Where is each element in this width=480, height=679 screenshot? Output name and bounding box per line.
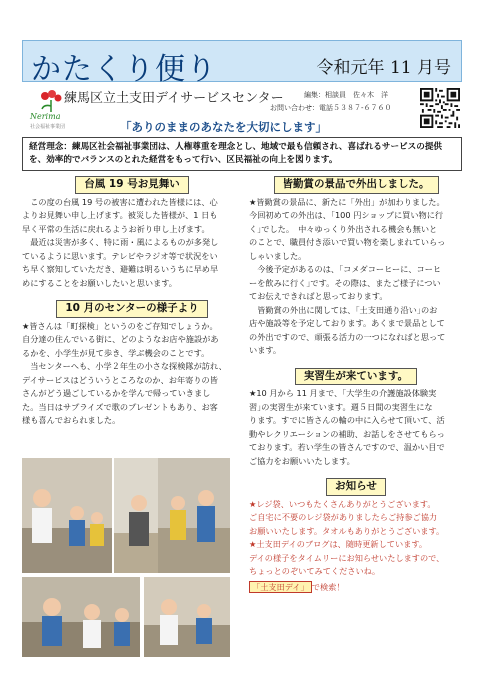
prize-line: 皆勤賞の外出に関しては、｢土支田通り沿い｣のお: [249, 304, 438, 315]
october-line: デイサービスはどういうところなのか、お年寄りの皆: [22, 374, 218, 385]
prize-line: く｣でした。 中々ゆっくり外出される機会も無いと: [249, 223, 438, 234]
typhoon-heading: 台風 19 号お見舞い: [75, 176, 188, 194]
notice-body: [249, 498, 463, 595]
trainee-heading: 実習生が来ています。: [295, 368, 417, 386]
october-heading: 10 月のセンターの様子より: [56, 300, 207, 318]
prize-line: 今後予定があるのは、｢コメダコーヒーに、コーヒ: [249, 264, 442, 274]
notice-heading: お知らせ: [326, 478, 386, 496]
prize-line: ★皆勤賞の景品に、新たに「外出」が加わりました。: [249, 196, 445, 207]
slogan: 「ありのままのあなたを大切にします」: [120, 120, 327, 134]
trainee-line: ております。若い学生の皆さんですので、温かい目で: [249, 442, 445, 452]
typhoon-body: [22, 196, 242, 291]
photo-visit-3: [158, 458, 230, 573]
typhoon-line: この度の台風 19 号の被害に遭われた皆様には、心: [22, 196, 218, 207]
typhoon-line: めにすることをお願いしたいと思います。: [22, 277, 177, 288]
typhoon-line: ち早く察知していただき、避難は明るいうちに早め早: [22, 264, 219, 274]
october-line: ★皆さんは「町探検」というのをご存知でしょうか。: [22, 320, 218, 331]
prize-body: [249, 196, 463, 358]
masthead: [22, 40, 462, 87]
october-line: 様も喜んでおられました。: [22, 415, 121, 425]
october-body: [22, 320, 242, 428]
prize-line: 今回初めての外出は、｢100 円ショップに買い物に行: [249, 210, 444, 220]
editor-line: 編集：相談員 佐々木 洋: [304, 91, 388, 99]
prize-line: 店や施設等を予定しております。あくまで景品として: [249, 318, 445, 328]
notice-line: ★レジ袋、いつもたくさんありがとうございます。: [249, 498, 436, 509]
prize-line: てお伝えできればと思っております。: [249, 291, 388, 301]
notice-line: ちょっとのぞいてみてくださいね。: [249, 566, 381, 576]
typhoon-line: 最近は災害が多く、特に雨・風によるものが多発し: [22, 237, 219, 247]
prize-line: しゃいました。: [249, 250, 307, 261]
center-name: 練馬区立土支田デイサービスセンター: [64, 91, 284, 106]
october-line: 自分達の住んでいる街に、どのようなお店や施設があ: [22, 334, 219, 344]
notice-line: ご自宅に不要のレジ袋がありましたらご持参ご協力: [249, 512, 438, 522]
photo-visit-5: [144, 577, 230, 657]
october-line: た。当日はサプライズで歌のプレゼントもあり、お客: [22, 401, 218, 412]
prize-line: ーを飲みに行く｣です。その際は、またご様子につい: [249, 277, 441, 288]
logo-sub: 社会福祉事業団: [30, 124, 66, 130]
trainee-line: ご協力をお願いいたします。: [249, 455, 355, 466]
blog-search-suffix: で検索！: [311, 581, 345, 592]
photo-visit-1: [22, 458, 112, 573]
photo-visit-4: [22, 577, 140, 657]
typhoon-line: ているように思います。テレビやラジオ等で状況をい: [22, 250, 218, 261]
management-policy: 経営理念：練馬区社会福祉事業団は、人権尊重を理念とし、地域で最も信頼され、喜ばれるサービスの提供を、効率的でバランスのとれた経営をもって行い、区民福祉の向上を図ります。: [22, 137, 462, 171]
typhoon-line: 早く平常の生活に戻れるようお祈り申し上げます。: [22, 223, 210, 234]
notice-line: デイの様子をタイムリーにお知らせいたしますので、: [249, 552, 445, 563]
qr-code-icon: [420, 88, 460, 128]
october-line: さんがどう過ごしているかを学んで帰っていきまし: [22, 388, 211, 398]
prize-heading: 皆勤賞の景品で外出しました。: [274, 176, 439, 194]
trainee-line: ります。すでに皆さんの輪の中に入らせて頂いて、活: [249, 415, 445, 425]
issue-date: 令和元年 11 月号: [316, 58, 451, 78]
october-line: るかを、小学生が見て歩き、学ぶ機会のことです。: [22, 347, 210, 358]
trainee-line: 動やレクリエーションの補助、お話しをさせてもらっ: [249, 428, 445, 439]
trainee-line: 習｣の実習生が来ています。週５日間の実習生にな: [249, 401, 433, 412]
prize-line: のことで、職員付き添いで買い物を楽しまれていらっ: [249, 237, 446, 247]
right-column: [249, 176, 463, 594]
notice-line: ★土支田デイのブログは、随時更新しています。: [249, 539, 428, 549]
blog-search-line: [249, 581, 463, 595]
october-line: 当センターへも、小学２年生の小さな探検隊が訪れ、: [22, 361, 227, 371]
prize-line: います。: [249, 345, 282, 355]
flower-logo-icon: [36, 90, 66, 114]
logo-brand: Nerima: [30, 112, 61, 121]
prize-line: の外出ですので、頑張る活力の一つになればと思って: [249, 331, 446, 342]
left-column: [22, 176, 242, 428]
newsletter-title: かたくり便り: [31, 52, 217, 87]
notice-line: お願いいたします。タオルもありがとうございます。: [249, 525, 445, 536]
contact-line: お問い合わせ：電話５３８７-６７６０: [270, 104, 392, 112]
trainee-body: [249, 387, 463, 468]
trainee-line: ★10 月から 11 月まで、｢大学生の介護施設体験実: [249, 388, 437, 398]
blog-search-tag: 「土支田デイ」: [249, 581, 312, 593]
typhoon-line: よりお見舞い申し上げます。被災した皆様が、1 日も: [22, 210, 218, 220]
